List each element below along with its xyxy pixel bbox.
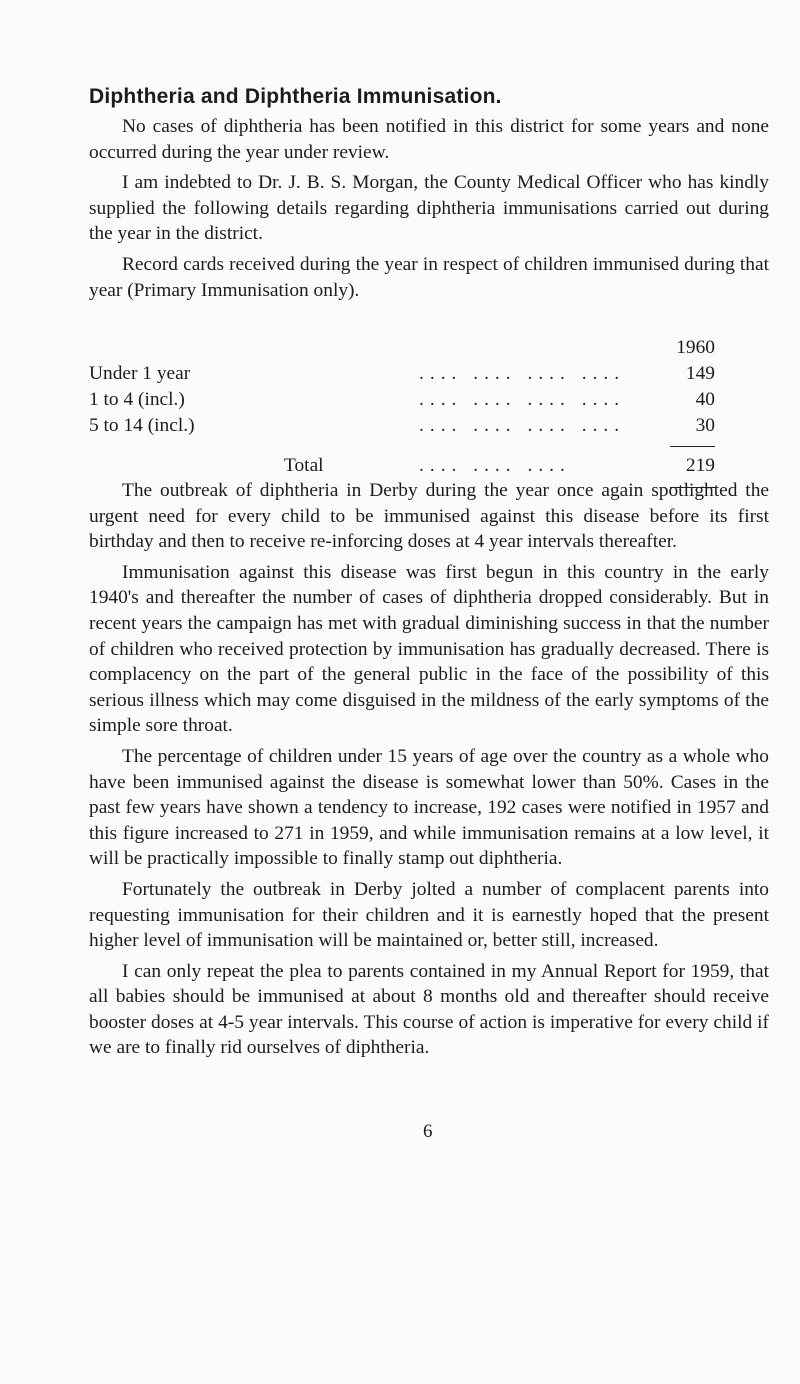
paragraph: I am indebted to Dr. J. B. S. Morgan, the County Medical Officer who has kindly supplied the following details regarding diphtheria immunisations carried out during the year in the district. <box>89 172 769 245</box>
body-text <box>89 478 769 1066</box>
table-total-row <box>89 453 769 479</box>
leader-dots: .... .... .... .... <box>419 363 626 384</box>
row-label: 1 to 4 (incl.) <box>89 389 185 410</box>
leader-dots: .... .... .... <box>419 455 571 476</box>
row-label: Under 1 year <box>89 363 191 384</box>
paragraph: No cases of diphtheria has been notified in this district for some years and none occurred during the year under review. <box>89 116 769 163</box>
table-header-row <box>89 335 769 361</box>
paragraph: The outbreak of diphtheria in Derby during the year once again spotlighted the urgent need for every child to be immunised against this disease before its first birthday and then to receive re-inforcing doses at 4 year intervals thereafter. <box>89 480 769 553</box>
total-rule-top <box>670 446 715 447</box>
immunisation-table <box>89 335 769 491</box>
year-column-header: 1960 <box>676 337 715 358</box>
table-row <box>89 361 769 387</box>
total-value: 219 <box>685 455 715 476</box>
section-heading: Diphtheria and Diphtheria Immunisation. <box>89 85 502 108</box>
paragraph: Immunisation against this disease was first begun in this country in the early 1940's and thereafter the number of cases of diphtheria dropped considerably. But in recent years the campaign has met with gradual diminishing success in that the number of children who received protection by immunisation has gradually decreased. There is complacency on the part of the general public in the face of the possibility of this serious illness which may come disguised in the mildness of the early symptoms of the simple sore throat. <box>89 561 769 737</box>
rule-row <box>89 439 769 453</box>
table-row <box>89 413 769 439</box>
paragraph: Record cards received during the year in respect of children immunised during that year (Primary Immunisation only). <box>89 253 769 301</box>
paragraph: Fortunately the outbreak in Derby jolted a number of complacent parents into requesting immunisation for their children and it is earnestly hoped that the present higher level of immunisation will be maintained or, better still, increased. <box>89 878 769 952</box>
page-number: 6 <box>423 1121 433 1142</box>
paragraph: I can only repeat the plea to parents contained in my Annual Report for 1959, that all babies should be immunised at about 8 months old and thereafter should receive booster doses at 4-5 year intervals. This course of action is imperative for every child if we are to finally rid ourselves of diphtheria. <box>89 960 769 1059</box>
row-value: 40 <box>695 389 715 410</box>
leader-dots: .... .... .... .... <box>419 389 626 410</box>
intro-text <box>89 114 769 308</box>
table-row <box>89 387 769 413</box>
leader-dots: .... .... .... .... <box>419 415 626 436</box>
total-label: Total <box>284 455 324 476</box>
row-value: 149 <box>685 363 715 384</box>
row-label: 5 to 14 (incl.) <box>89 415 195 436</box>
row-value: 30 <box>695 415 715 436</box>
paragraph: The percentage of children under 15 years of age over the country as a whole who have been immunised against the disease is somewhat lower than 50%. Cases in the past few years have shown a tendency to increase, 192 cases were notified in 1957 and this figure increased to 271 in 1959, and while immunisation remains at a low level, it will be practically impossible to finally stamp out diphtheria. <box>89 745 769 870</box>
